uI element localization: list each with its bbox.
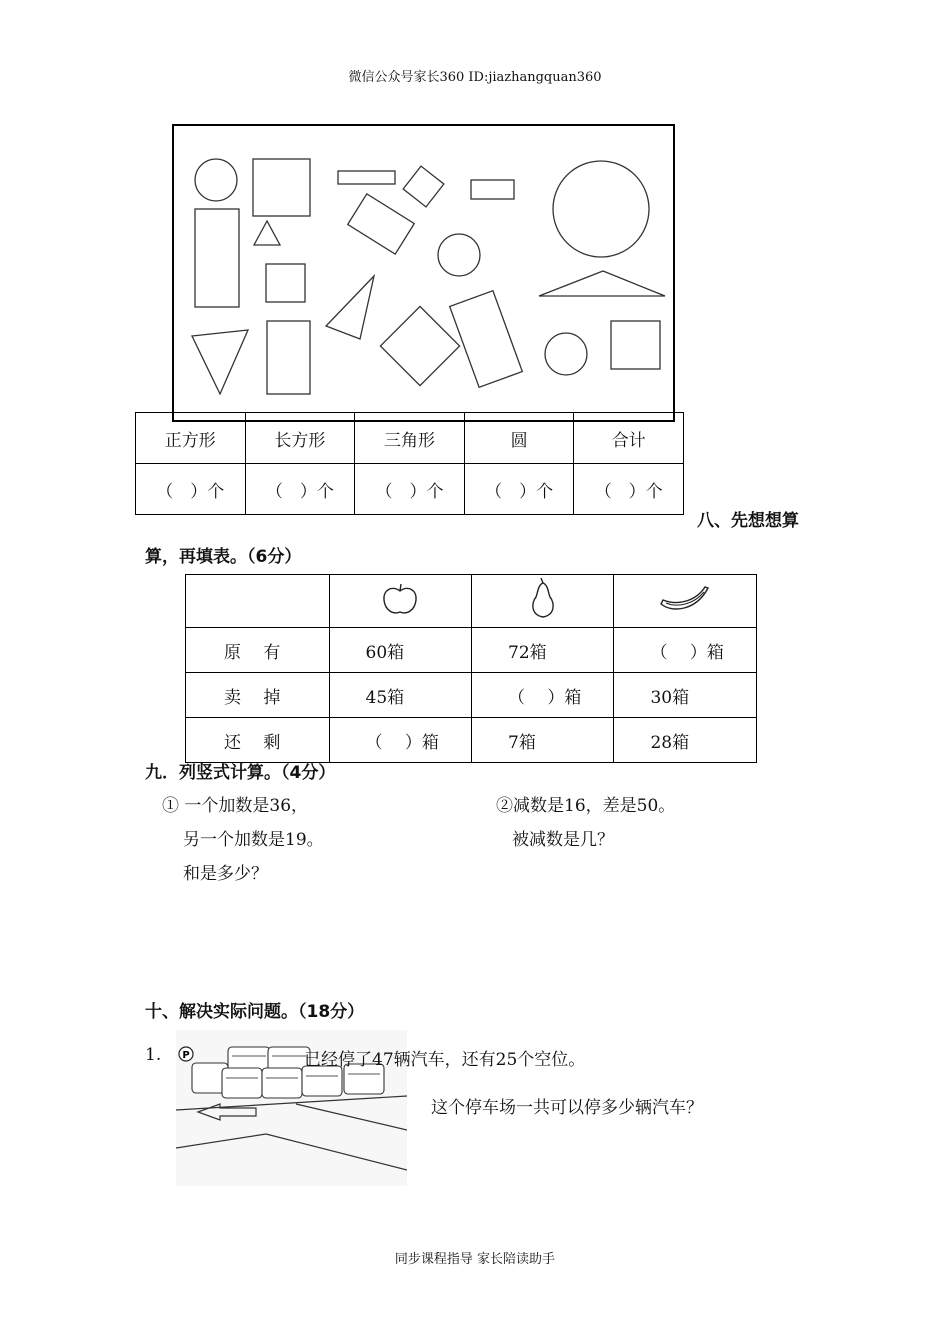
pear-sold[interactable]: （ ）箱: [472, 673, 614, 718]
banana-header: [614, 575, 757, 628]
circle-shape: [553, 161, 649, 257]
banana-original[interactable]: （ ）箱: [614, 628, 757, 673]
section9-title: 九．列竖式计算。（4分）: [145, 763, 336, 783]
apple-sold: 45箱: [329, 673, 471, 718]
rectangle-shape: [195, 209, 239, 307]
banana-icon: [658, 584, 712, 614]
triangle-shape: [539, 271, 665, 296]
answer-triangle[interactable]: （ ）个: [355, 464, 465, 515]
circle-shape: [545, 333, 587, 375]
circle-shape: [438, 234, 480, 276]
answer-total[interactable]: （ ）个: [574, 464, 684, 515]
header-total: 合计: [574, 413, 684, 464]
section10-title: 十、解决实际问题。（18分）: [145, 1002, 365, 1022]
row-label-original: 原 有: [186, 628, 330, 673]
problem1-text2: 这个停车场一共可以停多少辆汽车？: [431, 1098, 703, 1118]
pear-original: 72箱: [472, 628, 614, 673]
problem1-number: 1.: [145, 1045, 162, 1065]
section8-title-part1: 八、先想想算: [697, 511, 799, 531]
answer-rectangle[interactable]: （ ）个: [245, 464, 355, 515]
row-label-sold: 卖 掉: [186, 673, 330, 718]
fruit-table: [185, 574, 757, 763]
rectangle-shape: [267, 321, 310, 394]
section8-title-part2: 算，再填表。（6分）: [145, 547, 302, 567]
pear-remaining: 7箱: [472, 718, 614, 763]
square-shape: [380, 306, 459, 385]
apple-icon: [380, 581, 420, 617]
header-circle: 圆: [464, 413, 574, 464]
shapes-figure: [172, 124, 675, 422]
header-rectangle: 长方形: [245, 413, 355, 464]
apple-remaining[interactable]: （ ）箱: [329, 718, 471, 763]
circle-shape: [195, 159, 237, 201]
pear-icon: [525, 577, 561, 621]
header-square: 正方形: [136, 413, 246, 464]
q1-line3: 和是多少？: [183, 864, 268, 884]
answer-square[interactable]: （ ）个: [136, 464, 246, 515]
parking-sign: P: [182, 1050, 190, 1061]
rectangle-shape: [348, 194, 415, 254]
q1-line1: ① 一个加数是36，: [162, 796, 309, 816]
page-header: 微信公众号家长360 ID:jiazhangquan360: [348, 70, 602, 85]
problem1-text1: 已经停了47辆汽车，还有25个空位。: [304, 1050, 586, 1070]
apple-original: 60箱: [329, 628, 471, 673]
shape-count-table: [135, 412, 684, 515]
fruit-table-corner: [186, 575, 330, 628]
q1-line2: 另一个加数是19。: [183, 830, 324, 850]
answer-circle[interactable]: （ ）个: [464, 464, 574, 515]
banana-sold: 30箱: [614, 673, 757, 718]
triangle-shape: [326, 276, 374, 339]
rectangle-shape: [338, 171, 395, 184]
banana-remaining: 28箱: [614, 718, 757, 763]
square-shape: [266, 264, 305, 302]
rectangle-shape: [471, 180, 514, 199]
triangle-shape: [254, 221, 280, 245]
pear-header: [472, 575, 614, 628]
shapes-drawing: [174, 126, 673, 420]
square-shape: [403, 166, 444, 207]
q2-line2: 被减数是几？: [512, 830, 614, 850]
header-triangle: 三角形: [355, 413, 465, 464]
q2-line1: ②减数是16，差是50。: [496, 796, 676, 816]
square-shape: [611, 321, 660, 369]
page-footer: 同步课程指导 家长陪读助手: [394, 1252, 556, 1267]
square-shape: [253, 159, 310, 216]
rectangle-shape: [450, 291, 523, 388]
apple-header: [329, 575, 471, 628]
triangle-shape: [192, 330, 248, 394]
row-label-remaining: 还 剩: [186, 718, 330, 763]
